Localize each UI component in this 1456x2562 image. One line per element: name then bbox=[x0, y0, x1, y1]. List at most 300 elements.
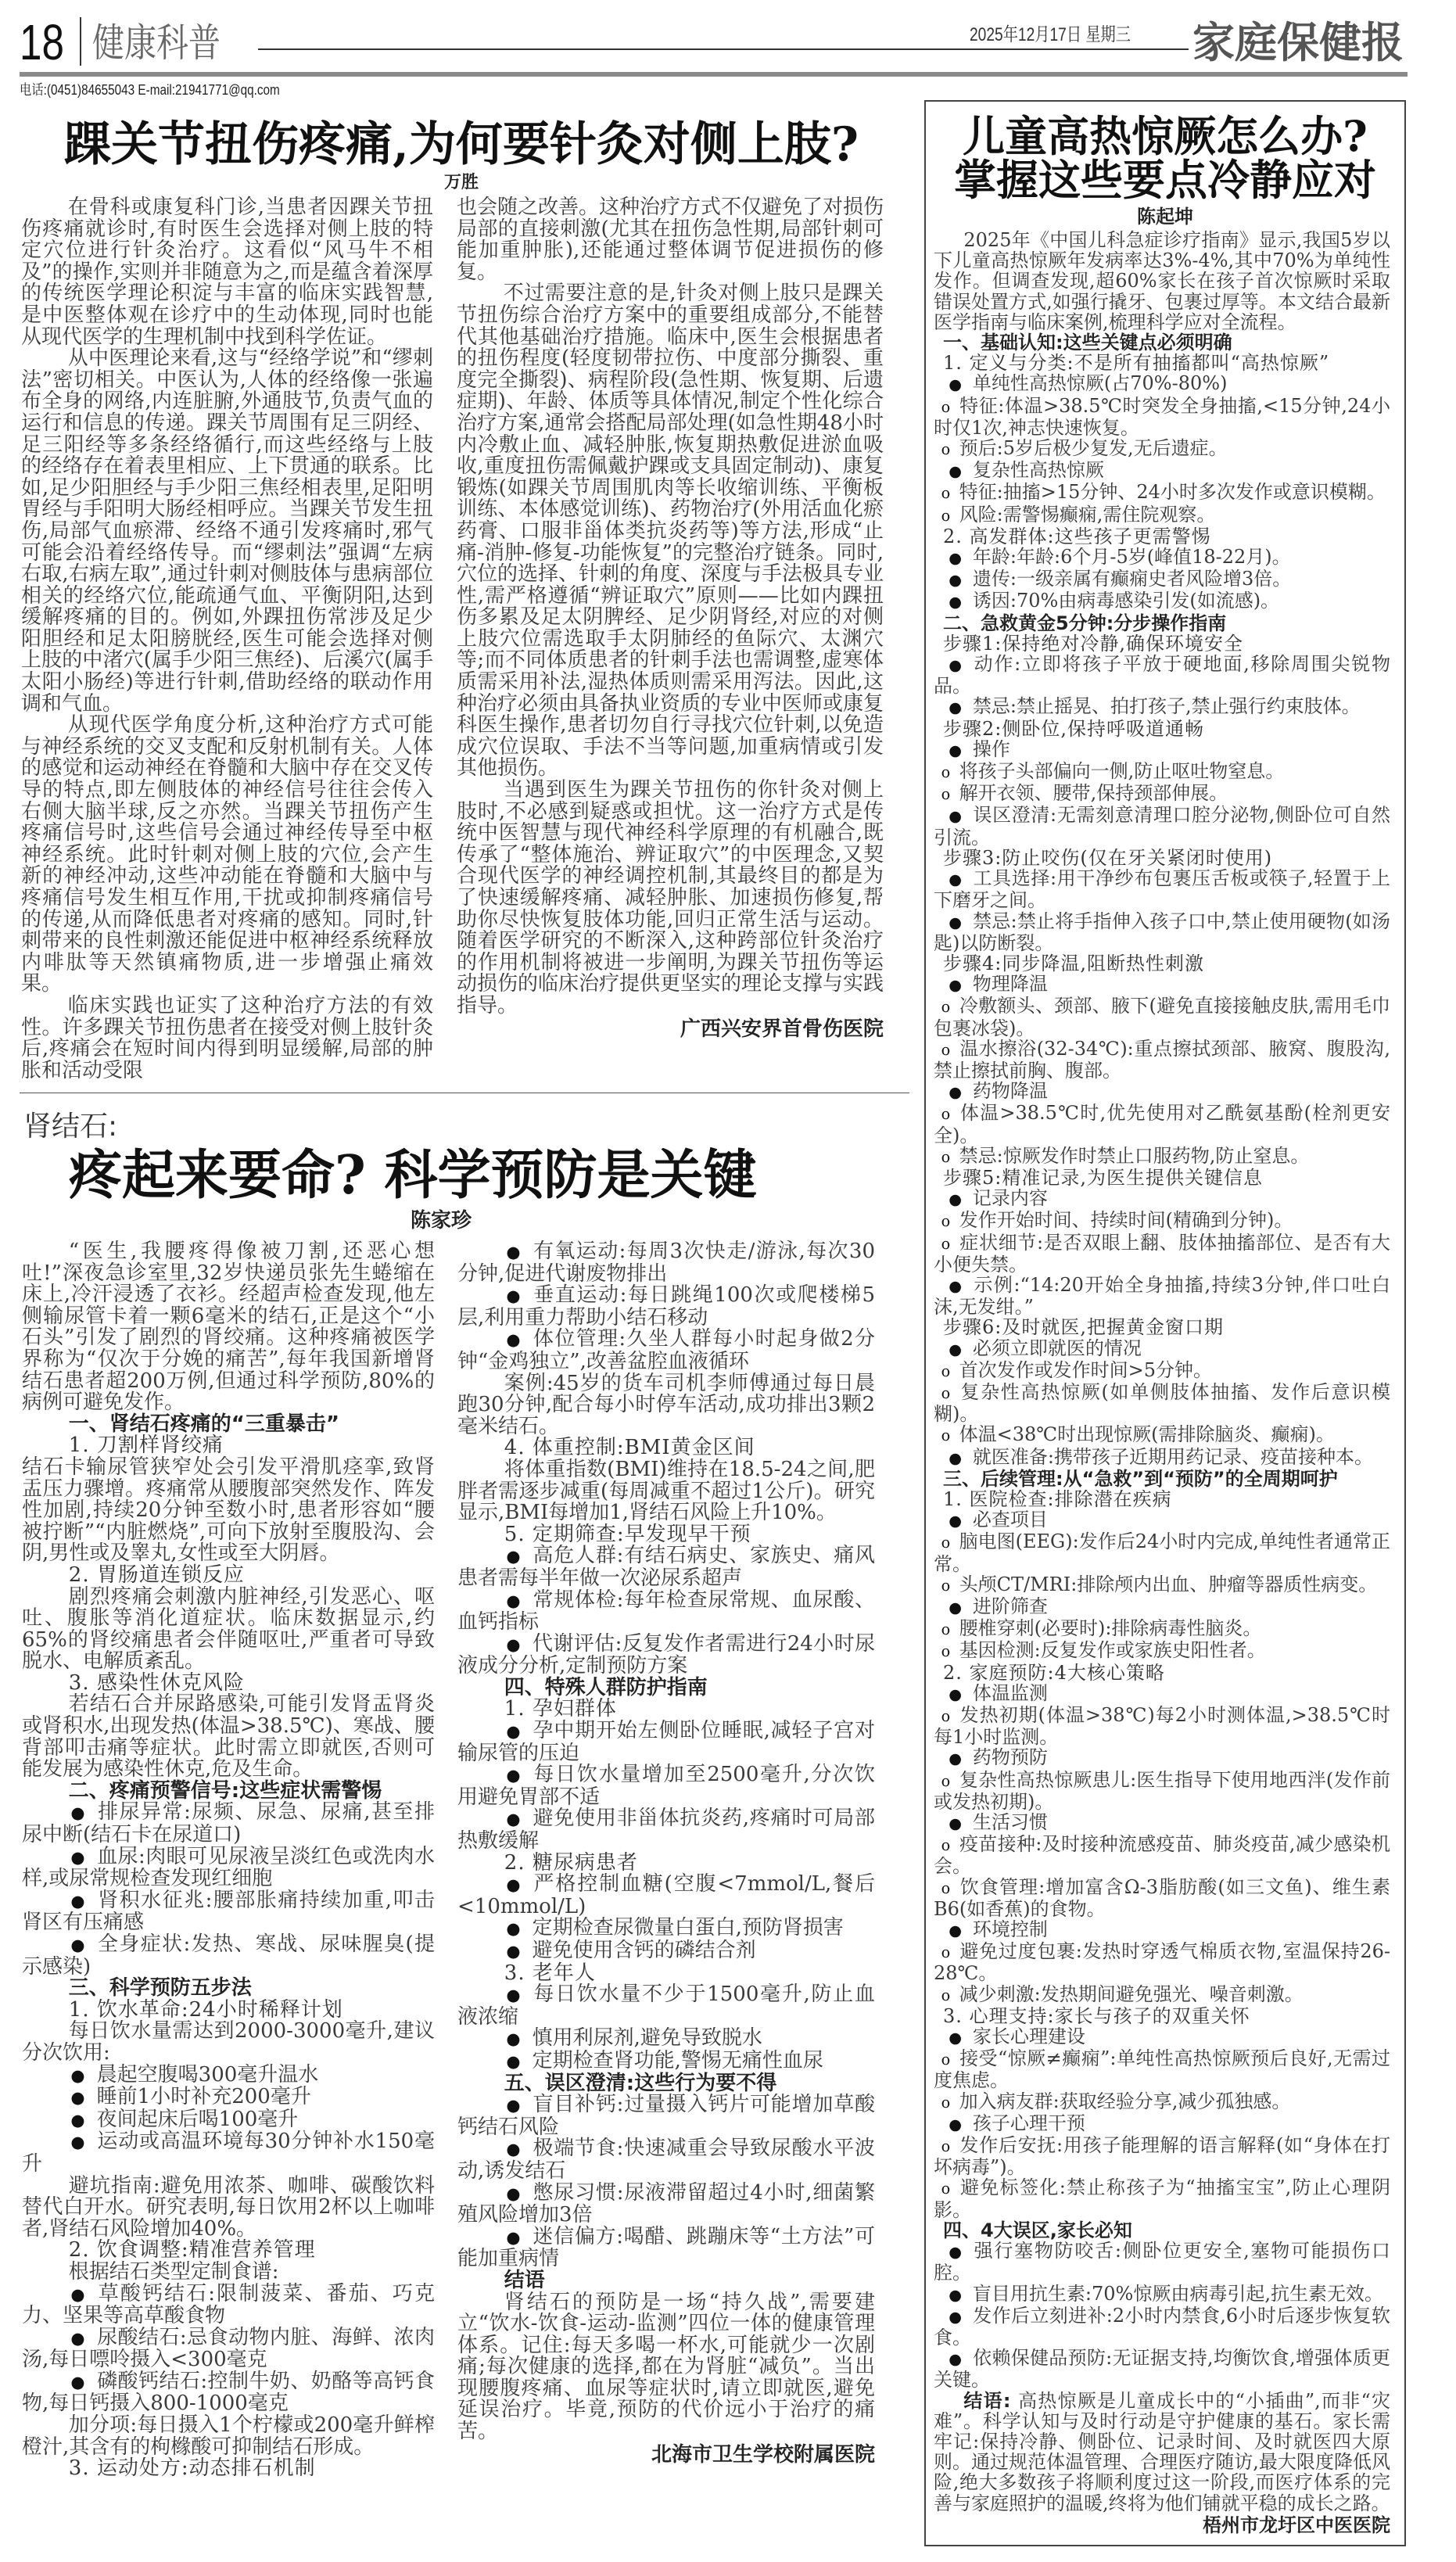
article-ankle-column-1 bbox=[21, 197, 433, 1082]
block-text: 严格控制血糖(空腹<7mmol/L,餐后<10mmol/L) bbox=[457, 1872, 875, 1918]
block-text: 诱因:70%由病毒感染引发(如流感)。 bbox=[972, 590, 1280, 612]
circle-bullet-icon: o bbox=[941, 1943, 951, 1962]
bullet-item bbox=[934, 805, 1390, 847]
subheading bbox=[934, 353, 1390, 373]
bullet-item bbox=[934, 569, 1390, 590]
block-text: 步骤3:防止咬伤(仅在牙关紧闭时使用) bbox=[943, 846, 1273, 869]
step-heading bbox=[934, 1168, 1390, 1188]
circle-bullet-icon: o bbox=[941, 2180, 951, 2198]
block-text: 肾结石的预防是一场“持久战”,需要建立“饮水-饮食-运动-监测”四位一体的健康管理体系。记住:每天多喝一杯水,可能就少一次剧痛;每次健康的选择,都在为肾脏“减负”。当出现腰腹疼痛、血尿等症状时,请立即就医,避免延误治疗。毕竟,预防的代价远小于治疗的痛苦。 bbox=[457, 2290, 875, 2444]
block-text: 环境控制 bbox=[972, 1918, 1048, 1941]
bullet-icon: ● bbox=[506, 2096, 521, 2115]
block-text: 睡前1小时补充200毫升 bbox=[96, 2085, 311, 2109]
block-text: 禁忌:禁止将手指伸入孩子口中,禁止使用硬物(如汤匙)以防断裂。 bbox=[934, 910, 1390, 954]
block-text: 必查项目 bbox=[972, 1509, 1048, 1531]
bullet-icon: ● bbox=[949, 807, 962, 826]
sub-bullet-item bbox=[934, 1360, 1390, 1382]
block-text: 憋尿习惯:尿液滞留超过4小时,细菌繁殖风险增加3倍 bbox=[457, 2180, 875, 2227]
block-text: 若结石合并尿路感染,可能引发肾盂肾炎或肾积水,出现发热(体温>38.5℃)、寒战、腰背部叩击痛等症状。此时需立即就医,否则可能发展为感染性休克,危及生命。 bbox=[22, 1692, 435, 1782]
block-text: 单纯性高热惊厥(占70%-80%) bbox=[972, 372, 1228, 395]
circle-bullet-icon: o bbox=[941, 484, 951, 503]
section-heading bbox=[934, 1469, 1390, 1489]
block-text: 预后:5岁后极少复发,无后遗症。 bbox=[959, 437, 1228, 460]
block-text: 广西兴安界首骨伤医院 bbox=[680, 1017, 884, 1041]
circle-bullet-icon: o bbox=[941, 785, 951, 804]
block-text: 腰椎穿刺(必要时):排除病毒性脑炎。 bbox=[959, 1617, 1262, 1640]
block-text: 3. 运动处方:动态排石机制 bbox=[68, 2456, 316, 2481]
bullet-item bbox=[934, 739, 1390, 761]
block-text: 高热惊厥是儿童成长中的“小插曲”,而非“灾难”。科学认知与及时行动是守护健康的基石。家长需牢记:保持冷静、侧卧位、记录时间、及时就医四大原则。通过规范体温管理、合理医疗随访,最大限度降低风险,绝大多数孩子将顺利度过这一阶段,而医疗体系的完善与家庭照护的温暖,终将为他们铺就平稳的成长之路。 bbox=[934, 2389, 1391, 2514]
section-heading bbox=[22, 1778, 435, 1803]
article-kidney-author: 陈家珍 bbox=[411, 1209, 472, 1233]
step-heading bbox=[934, 848, 1390, 868]
block-text: 体位管理:久坐人群每小时起身做2分钟“金鸡独立”,改善盆腔血液循环 bbox=[457, 1327, 875, 1373]
bullet-item bbox=[457, 1545, 875, 1589]
block-text: 二、疼痛预警信号:这些症状需警惕 bbox=[68, 1778, 382, 1803]
bullet-item bbox=[457, 1721, 875, 1764]
block-text: 复杂性高热惊厥(如单侧肢体抽搐、发作后意识模糊)。 bbox=[934, 1380, 1390, 1426]
article-ankle-column-2 bbox=[457, 197, 884, 1040]
paragraph-continued bbox=[457, 197, 884, 283]
sub-bullet-item bbox=[934, 1039, 1390, 1081]
circle-bullet-icon: o bbox=[941, 440, 951, 459]
bullet-icon: ● bbox=[70, 2065, 85, 2085]
block-text: 操作 bbox=[972, 737, 1010, 760]
block-text: 步骤5:精准记录,为医生提供关键信息 bbox=[943, 1166, 1263, 1189]
bullet-item bbox=[934, 590, 1390, 612]
bullet-item bbox=[22, 2131, 435, 2175]
bullet-icon: ● bbox=[949, 1685, 962, 1703]
article-kidney-column-2 bbox=[457, 1241, 875, 2466]
block-text: 梧州市龙圩区中医医院 bbox=[1203, 2514, 1390, 2536]
bullet-icon: ● bbox=[70, 2110, 85, 2130]
block-text: 基因检测:反复发作或家族史阳性者。 bbox=[959, 1639, 1266, 1662]
bullet-item bbox=[22, 2327, 435, 2371]
bullet-icon: ● bbox=[949, 1448, 962, 1467]
sub-bullet-item bbox=[934, 1424, 1390, 1446]
bullet-item bbox=[934, 2305, 1390, 2348]
bullet-item bbox=[457, 2180, 875, 2227]
bullet-item bbox=[22, 1934, 435, 1978]
paragraph bbox=[21, 715, 433, 996]
section-heading bbox=[934, 613, 1390, 633]
bullet-item bbox=[934, 2113, 1390, 2135]
block-text: 必须立即就医的情况 bbox=[972, 1337, 1142, 1359]
bullet-item bbox=[934, 460, 1390, 482]
article-ankle-title: 踝关节扭伤疼痛,为何要针灸对侧上肢? bbox=[63, 117, 859, 172]
article-ankle-author: 万胜 bbox=[443, 173, 479, 192]
bullet-icon: ● bbox=[70, 2328, 85, 2348]
block-text: 首次发作或发作时间>5分钟。 bbox=[959, 1358, 1213, 1381]
block-text: 步骤1:保持绝对冷静,确保环境安全 bbox=[943, 632, 1243, 655]
block-text: 不过需要注意的是,针灸对侧上肢只是踝关节扭伤综合治疗方案中的重要组成部分,不能替代其他基础治疗措施。临床中,医生会根据患者的扭伤程度(轻度韧带拉伤、中度部分撕裂、重度完全撕裂)、病程阶段(急性期、恢复期、后遗症期)、年龄、体质等具体情况,制定个性化综合治疗方案,通常会搭配局部处理(如急性期48小时内冷敷止血、减轻肿胀,恢复期热敷促进淤血吸收,重度扭伤需佩戴护踝或支具固定制动)、康复锻炼(如踝关节周围肌肉等长收缩训练、平衡板训练、本体感觉训练)、药物治疗(外用活血化瘀药膏、口服非甾体类抗炎药等)等方法,形成“止痛-消肿-修复-功能恢复”的完整治疗链条。同时,穴位的选择、针刺的角度、深度与手法极具专业性,需严格遵循“辨证取穴”原则——比如内踝扭伤多累及足太阴脾经、足少阴肾经,对应的对侧上肢穴位需选取手太阴肺经的鱼际穴、太渊穴等;而不同体质患者的针刺手法也需调整,虚寒体质需采用补法,湿热体质则需采用泻法。因此,这种治疗必须由具备执业资质的专业中医师或康复科医生操作,患者切勿自行寻找穴位针刺,以免造成穴位误取、手法不当等问题,加重病情或引发其他损伤。 bbox=[457, 282, 884, 780]
block-text: 头颅CT/MRI:排除颅内出血、肿瘤等器质性病变。 bbox=[959, 1573, 1378, 1595]
bullet-icon: ● bbox=[506, 2051, 521, 2071]
sub-bullet-item bbox=[934, 1618, 1390, 1640]
source-attribution bbox=[934, 2515, 1390, 2535]
source-attribution bbox=[457, 1019, 884, 1041]
block-text: 避坑指南:避免用浓茶、咖啡、碳酸饮料替代白开水。研究表明,每日饮用2杯以上咖啡者,肾结石风险增加40%。 bbox=[22, 2173, 435, 2241]
block-text: 冷敷额头、颈部、腋下(避免直接接触皮肤,需用毛巾包裹冰袋)。 bbox=[934, 995, 1390, 1039]
sub-bullet-item bbox=[934, 761, 1390, 783]
source-attribution bbox=[457, 2442, 875, 2467]
bullet-icon: ● bbox=[949, 1749, 962, 1768]
bullet-icon: ● bbox=[506, 1634, 521, 1654]
block-text: 避免标签化:禁止称孩子为“抽搐宝宝”,防止心理阴影。 bbox=[934, 2176, 1390, 2221]
bullet-item bbox=[934, 1338, 1390, 1360]
bullet-item bbox=[457, 1631, 875, 1678]
section-heading bbox=[934, 332, 1390, 353]
block-text: 盲目用抗生素:70%惊厥由病毒引起,抗生素无效。 bbox=[972, 2282, 1383, 2305]
section-heading bbox=[22, 1414, 435, 1436]
circle-bullet-icon: o bbox=[941, 1534, 951, 1552]
sub-bullet-item bbox=[934, 2048, 1390, 2090]
sub-bullet-item bbox=[934, 1146, 1390, 1168]
article-kidney-column-1 bbox=[22, 1241, 435, 2480]
subheading bbox=[934, 2006, 1390, 2026]
circle-bullet-icon: o bbox=[941, 1986, 951, 2004]
bullet-icon: ● bbox=[506, 1547, 521, 1566]
sub-bullet-item bbox=[934, 1877, 1390, 1919]
bullet-item bbox=[934, 2026, 1390, 2048]
bullet-item bbox=[457, 2028, 875, 2051]
bullet-item bbox=[22, 2062, 435, 2087]
block-text: 四、特殊人群防护指南 bbox=[504, 1675, 708, 1699]
block-text: 高危人群:有结石病史、家族史、痛风患者需每半年做一次泌尿系超声 bbox=[457, 1544, 875, 1590]
bullet-item bbox=[934, 1683, 1390, 1705]
block-text: 步骤2:侧卧位,保持呼吸道通畅 bbox=[943, 717, 1204, 740]
block-text: 每日饮水量需达到2000-3000毫升,建议分次饮用: bbox=[22, 2019, 435, 2065]
bullet-item bbox=[934, 1447, 1390, 1469]
article-kidney-kicker: 肾结石: bbox=[23, 1111, 118, 1143]
block-text: 定期检查尿微量白蛋白,预防肾损害 bbox=[532, 1916, 844, 1940]
contact-info: 电话:(0451)84655043 E-mail:21941771@qq.com bbox=[20, 82, 280, 98]
bullet-icon: ● bbox=[506, 2227, 521, 2247]
bullet-item bbox=[934, 1509, 1390, 1531]
block-text: 步骤6:及时就医,把握黄金窗口期 bbox=[943, 1316, 1224, 1339]
block-text: 结石卡输尿管狭窄处会引发平滑肌痉挛,致肾盂压力骤增。疼痛常从腰腹部突然发作、阵发性加剧,持续20分钟至数小时,患者形容如“腰被拧断”“内脏燃烧”,可向下放射至腹股沟、会阴,男性或及睾丸,女性或至大阴唇。 bbox=[22, 1455, 435, 1566]
bullet-item bbox=[934, 868, 1390, 910]
block-text: 盲目补钙:过量摄入钙片可能增加草酸钙结石风险 bbox=[457, 2093, 875, 2139]
block-text: 运动或高温环境每30分钟补水150毫升 bbox=[22, 2130, 435, 2176]
circle-bullet-icon: o bbox=[941, 763, 951, 782]
bullet-icon: ● bbox=[949, 2307, 962, 2326]
block-text: 案例:45岁的货车司机李师傅通过每日晨跑30分钟,配合每小时停车活动,成功排出3颗2毫米结石。 bbox=[457, 1371, 875, 1438]
block-text: 进阶筛查 bbox=[972, 1595, 1048, 1617]
bullet-icon: ● bbox=[506, 1810, 521, 1829]
paragraph bbox=[21, 993, 433, 1082]
block-text: 每日饮水量不少于1500毫升,防止血液浓缩 bbox=[457, 1982, 875, 2029]
block-text: 脑电图(EEG):发作后24小时内完成,单纯性者通常正常。 bbox=[934, 1530, 1390, 1575]
bullet-item bbox=[934, 1596, 1390, 1618]
block-text: 2. 胃肠道连锁反应 bbox=[68, 1563, 245, 1587]
block-text: 在骨科或康复科门诊,当患者因踝关节扭伤疼痛就诊时,有时医生会选择对侧上肢的特定穴位进行针灸治疗。这看似“风马牛不相及”的操作,实则并非随意为之,而是蕴含着深厚的传统医学理论积淀与丰富的临床实践智慧,是中医整体观在诊疗中的生动体现,同时也能从现代医学的生理机制中找到科学佐证。 bbox=[21, 196, 433, 349]
bullet-icon: ● bbox=[70, 1936, 85, 1954]
bullet-icon: ● bbox=[506, 1722, 521, 1742]
block-text: 1. 饮水革命:24小时稀释计划 bbox=[68, 1997, 343, 2022]
circle-bullet-icon: o bbox=[941, 1878, 951, 1897]
bullet-item bbox=[457, 2048, 875, 2073]
block-text: 避免过度包裹:发热时穿透气棉质衣物,室温保持26-28℃。 bbox=[934, 1940, 1390, 1985]
block-text: 生活习惯 bbox=[972, 1811, 1048, 1834]
circle-bullet-icon: o bbox=[941, 1383, 951, 1402]
block-text: 体温<38℃时出现惊厥(需排除脑炎、癫痫)。 bbox=[959, 1423, 1335, 1446]
paragraph bbox=[21, 197, 433, 348]
sub-bullet-item bbox=[934, 996, 1390, 1038]
paragraph bbox=[457, 2292, 875, 2443]
block-text: 3. 心理支持:家长与孩子的双重关怀 bbox=[943, 2004, 1250, 2027]
block-text: 全身症状:发热、寒战、尿味腥臭(提示感染) bbox=[22, 1932, 435, 1979]
bullet-icon: ● bbox=[949, 549, 962, 568]
block-text: 药物降温 bbox=[972, 1080, 1048, 1103]
bullet-icon: ● bbox=[70, 1847, 85, 1867]
block-text: 特征:抽搐>15分钟、24小时多次发作或意识模糊。 bbox=[959, 481, 1386, 504]
block-text: 4. 体重控制:BMI黄金区间 bbox=[504, 1436, 755, 1460]
block-text: 症状细节:是否双眼上翻、肢体抽搐部位、是否有大小便失禁。 bbox=[934, 1231, 1390, 1276]
sub-bullet-item bbox=[934, 482, 1390, 504]
block-text: 三、科学预防五步法 bbox=[68, 1976, 252, 2000]
block-text: 体温监测 bbox=[972, 1681, 1048, 1704]
bullet-icon: ● bbox=[949, 1190, 962, 1209]
bullet-item bbox=[457, 1590, 875, 1634]
bullet-icon: ● bbox=[949, 1512, 962, 1530]
subheading bbox=[22, 1435, 435, 1457]
circle-bullet-icon: o bbox=[941, 1147, 951, 1166]
step-heading bbox=[934, 953, 1390, 974]
sub-bullet-item bbox=[934, 504, 1390, 526]
block-text: 5. 定期筛查:早发现早干预 bbox=[504, 1522, 751, 1546]
block-text: 一、基础认知:这些关键点必须明确 bbox=[943, 332, 1232, 354]
sub-bullet-item bbox=[934, 396, 1390, 438]
block-text: 禁忌:禁止摇晃、拍打孩子,禁止强行约束肢体。 bbox=[972, 695, 1361, 718]
block-text: 2. 饮食调整:精准营养管理 bbox=[68, 2238, 316, 2262]
block-text: 减少刺激:发热期间避免强光、噪音刺激。 bbox=[959, 1982, 1304, 2005]
block-text: 遗传:一级亲属有癫痫史者风险增3倍。 bbox=[972, 568, 1292, 590]
bullet-icon: ● bbox=[949, 571, 962, 590]
block-text: 疫苗接种:及时接种流感疫苗、肺炎疫苗,减少感染机会。 bbox=[934, 1833, 1390, 1878]
subheading bbox=[22, 1997, 435, 2022]
block-text: 示例:“14:20开始全身抽搐,持续3分钟,伴口吐白沫,无发绀。” bbox=[934, 1273, 1390, 1319]
bullet-icon: ● bbox=[506, 2183, 521, 2203]
paragraph bbox=[934, 230, 1390, 332]
paragraph bbox=[21, 348, 433, 715]
circle-bullet-icon: o bbox=[941, 1620, 951, 1639]
bullet-item bbox=[934, 654, 1390, 696]
sub-bullet-item bbox=[934, 1531, 1390, 1573]
block-text: 1. 孕妇群体 bbox=[504, 1697, 617, 1721]
header-bar bbox=[20, 72, 1408, 77]
block-text: 根据结石类型定制食谱: bbox=[68, 2259, 279, 2284]
sub-bullet-item bbox=[934, 1941, 1390, 1983]
bullet-item bbox=[934, 911, 1390, 953]
block-text: 复杂性高热惊厥 bbox=[972, 459, 1104, 482]
circle-bullet-icon: o bbox=[941, 1836, 951, 1855]
subheading bbox=[457, 1437, 875, 1459]
block-text: 工具选择:用干净纱布包裹压舌板或筷子,轻置于上下磨牙之间。 bbox=[934, 867, 1390, 912]
block-text: 2. 家庭预防:4大核心策略 bbox=[943, 1661, 1165, 1684]
bullet-icon: ● bbox=[949, 1922, 962, 1940]
bullet-icon: ● bbox=[70, 1803, 85, 1823]
block-text: 强行塞物防咬舌:侧卧位更安全,塞物可能损伤口腔。 bbox=[934, 2240, 1390, 2284]
bullet-icon: ● bbox=[949, 1276, 962, 1295]
bullet-icon: ● bbox=[506, 1875, 521, 1895]
bullet-icon: ● bbox=[506, 1330, 521, 1350]
bullet-icon: ● bbox=[506, 1286, 521, 1306]
block-text: 3. 老年人 bbox=[504, 1961, 596, 1985]
bullet-icon: ● bbox=[70, 2372, 85, 2392]
block-text: 误区澄清:无需刻意清理口腔分泌物,侧卧位可自然引流。 bbox=[934, 804, 1390, 849]
bullet-icon: ● bbox=[949, 2029, 962, 2047]
bullet-item bbox=[934, 2284, 1390, 2305]
block-text: 特征:体温>38.5℃时突发全身抽搐,<15分钟,24小时仅1次,神志快速恢复。 bbox=[934, 394, 1390, 439]
paragraph bbox=[457, 1459, 875, 1524]
bullet-item bbox=[22, 2281, 435, 2328]
bullet-item bbox=[457, 1918, 875, 1940]
bullet-item bbox=[934, 1812, 1390, 1834]
step-heading bbox=[934, 633, 1390, 654]
block-text: 从中医理论来看,这与“经络学说”和“缪刺法”密切相关。中医认为,人体的经络像一张遍布全身的网络,内连脏腑,外通肢节,负责气血的运行和信息的传递。踝关节周围有足三阴经、足三阳经等多条经络循行,而这些经络与上肢的经络存在着表里相应、上下贯通的联系。比如,足少阳胆经与手少阳三焦经相表里,足阳明胃经与手阳明大肠经相呼应。当踝关节发生扭伤,局部气血瘀滞、经络不通引发疼痛时,邪气可能会沿着经络传导。而“缪刺法”强调“左病右取,右病左取”,通过针刺对侧肢体与患病部位相关的经络穴位,能疏通气血、平衡阴阳,达到缓解疼痛的目的。例如,外踝扭伤常涉及足少阳胆经和足太阳膀胱经,医生可能会选择对侧上肢的中渚穴(属手少阳三焦经)、后溪穴(属手太阳小肠经)等进行针刺,借助经络的联动作用调和气血。 bbox=[21, 346, 433, 716]
block-text: 二、急救黄金5分钟:分步操作指南 bbox=[943, 612, 1227, 634]
block-text: 垂直运动:每日跳绳100次或爬楼梯5层,利用重力帮助小结石移动 bbox=[457, 1283, 875, 1329]
subheading bbox=[457, 1699, 875, 1721]
bullet-item bbox=[457, 1984, 875, 2028]
block-text: 体温>38.5℃时,优先使用对乙酰氨基酚(栓剂更安全)。 bbox=[934, 1102, 1390, 1146]
circle-bullet-icon: o bbox=[941, 2051, 951, 2069]
bullet-icon: ● bbox=[949, 462, 962, 481]
block-text: 临床实践也证实了这种治疗方法的有效性。许多踝关节扭伤患者在接受对侧上肢针灸后,疼痛会在短时间内得到明显缓解,局部的肿胀和活动受限 bbox=[21, 993, 433, 1082]
block-text: 记录内容 bbox=[972, 1187, 1048, 1210]
subheading bbox=[457, 1524, 875, 1546]
bullet-icon: ● bbox=[949, 593, 962, 612]
subheading bbox=[22, 1565, 435, 1587]
article-kidney-title: 疼起来要命? 科学预防是关键 bbox=[69, 1144, 757, 1207]
sub-bullet-item bbox=[934, 1705, 1390, 1747]
block-text: 避免使用含钙的磷结合剂 bbox=[532, 1939, 756, 1962]
article-fever-title bbox=[924, 111, 1406, 205]
bullet-icon: ● bbox=[506, 1243, 521, 1261]
section-heading bbox=[22, 1978, 435, 2000]
bullet-icon: ● bbox=[506, 1766, 521, 1785]
circle-bullet-icon: o bbox=[941, 2137, 951, 2156]
bullet-item bbox=[457, 1285, 875, 1329]
circle-bullet-icon: o bbox=[941, 1105, 951, 1124]
block-text: 物理降温 bbox=[972, 973, 1048, 996]
block-text: 饮食管理:增加富含Ω-3脂肪酸(如三文鱼)、维生素B6(如香蕉)的食物。 bbox=[934, 1875, 1390, 1920]
block-text: 依赖保健品预防:无证据支持,均衡饮食,增强体质更关键。 bbox=[934, 2347, 1390, 2392]
bullet-item bbox=[934, 1747, 1390, 1769]
block-text: 避免使用非甾体抗炎药,疼痛时可局部热敷缓解 bbox=[457, 1807, 875, 1853]
block-text: 解开衣领、腰带,保持颈部伸展。 bbox=[959, 782, 1228, 805]
bullet-icon: ● bbox=[949, 913, 962, 931]
paragraph bbox=[22, 2173, 435, 2241]
bullet-icon: ● bbox=[506, 2029, 521, 2049]
paragraph bbox=[22, 2415, 435, 2458]
block-text: 肾积水征兆:腰部胀痛持续加重,叩击肾区有压痛感 bbox=[22, 1888, 435, 1935]
bullet-item bbox=[934, 547, 1390, 569]
block-text: 2. 高发群体:这些孩子更需警惕 bbox=[943, 525, 1211, 547]
bullet-icon: ● bbox=[70, 2088, 85, 2108]
circle-bullet-icon: o bbox=[941, 1771, 951, 1790]
section-heading bbox=[457, 2073, 875, 2095]
step-heading bbox=[934, 719, 1390, 739]
sub-bullet-item bbox=[934, 1382, 1390, 1424]
block-text: 剧烈疼痛会刺激内脏神经,引发恶心、呕吐、腹胀等消化道症状。临床数据显示,约65%的肾绞痛患者会伴随呕吐,严重者可导致脱水、电解质紊乱。 bbox=[22, 1584, 435, 1674]
article-fever-title-line-2: 掌握这些要点冷静应对 bbox=[954, 155, 1376, 205]
block-text: 慎用利尿剂,避免导致脱水 bbox=[532, 2026, 762, 2051]
block-text: 也会随之改善。这种治疗方式不仅避免了对损伤局部的直接刺激(尤其在扭伤急性期,局部针刺可能加重肿胀),还能通过整体调节促进损伤的修复。 bbox=[457, 196, 884, 284]
bullet-icon: ● bbox=[506, 1942, 521, 1961]
circle-bullet-icon: o bbox=[941, 1040, 951, 1059]
paragraph bbox=[457, 780, 884, 1017]
sub-bullet-item bbox=[934, 1210, 1390, 1232]
bullet-icon: ● bbox=[949, 1083, 962, 1102]
subheading bbox=[22, 1670, 435, 1695]
bullet-icon: ● bbox=[949, 2285, 962, 2304]
paragraph bbox=[22, 2021, 435, 2064]
section-heading bbox=[934, 2220, 1390, 2241]
block-text: 三、后续管理:从“急救”到“预防”的全周期呵护 bbox=[943, 1467, 1338, 1490]
block-text: 孩子心理干预 bbox=[972, 2112, 1085, 2134]
block-text: 定期检查肾功能,警惕无痛性血尿 bbox=[532, 2048, 823, 2072]
bullet-item bbox=[934, 1275, 1390, 1317]
sub-bullet-item bbox=[934, 783, 1390, 805]
bullet-item bbox=[457, 1874, 875, 1918]
block-text: 一、肾结石疼痛的“三重暴击” bbox=[68, 1412, 339, 1436]
bullet-icon: ● bbox=[506, 1591, 521, 1610]
bullet-icon: ● bbox=[949, 698, 962, 717]
sub-bullet-item bbox=[934, 1103, 1390, 1145]
block-text: 将体重指数(BMI)维持在18.5-24之间,肥胖者需逐步减重(每周减重不超过1公斤)。研究显示,BMI每增加1,肾结石风险上升10%。 bbox=[457, 1457, 875, 1525]
block-text: 1. 定义与分类:不是所有抽搐都叫“高热惊厥” bbox=[943, 352, 1330, 375]
block-text: 极端节食:快速减重会导致尿酸水平波动,诱发结石 bbox=[457, 2137, 875, 2183]
block-text: 北海市卫生学校附属医院 bbox=[651, 2442, 875, 2467]
bullet-icon: ● bbox=[949, 375, 962, 394]
bullet-item bbox=[934, 2241, 1390, 2283]
block-text: 就医准备:携带孩子近期用药记录、疫苗接种本。 bbox=[972, 1445, 1373, 1468]
block-text: 动作:立即将孩子平放于硬地面,移除周围尖锐物品。 bbox=[934, 653, 1390, 698]
bullet-icon: ● bbox=[949, 2115, 962, 2133]
bullet-icon: ● bbox=[70, 2133, 85, 2152]
sub-bullet-item bbox=[934, 2177, 1390, 2219]
block-text: 草酸钙结石:限制菠菜、番茄、巧克力、坚果等高草酸食物 bbox=[22, 2281, 435, 2328]
section-heading bbox=[457, 1675, 875, 1699]
circle-bullet-icon: o bbox=[941, 998, 951, 1017]
newspaper-name: 家庭保健报 bbox=[1192, 18, 1404, 67]
block-text: 迷信偏方:喝醋、跳蹦床等“土方法”可能加重病情 bbox=[457, 2224, 875, 2271]
block-text: 家长心理建设 bbox=[972, 2026, 1085, 2048]
block-text: 孕中期开始左侧卧位睡眠,减轻子宫对输尿管的压迫 bbox=[457, 1719, 875, 1765]
block-text: 当遇到医生为踝关节扭伤的你针灸对侧上肢时,不必感到疑惑或担忧。这一治疗方式是传统中医智慧与现代神经科学原理的有机融合,既传承了“整体施治、辨证取穴”的中医理念,又契合现代医学的神经调控机制,其最终目的都是为了快速缓解疼痛、减轻肿胀、加速损伤修复,帮助你尽快恢复肢体功能,回归正常生活与运动。随着医学研究的不断深入,这种跨部位针灸治疗的作用机制将被进一步阐明,为踝关节扭伤等运动损伤的临床治疗提供更坚实的理论支撑与实践指导。 bbox=[457, 778, 884, 1017]
block-text: 常规体检:每年检查尿常规、血尿酸、血钙指标 bbox=[457, 1588, 875, 1634]
circle-bullet-icon: o bbox=[941, 506, 951, 525]
block-text: 排尿异常:尿频、尿急、尿痛,甚至排尿中断(结石卡在尿道口) bbox=[22, 1800, 435, 1847]
subheading bbox=[22, 2458, 435, 2480]
sub-bullet-item bbox=[934, 1233, 1390, 1275]
paragraph bbox=[22, 1584, 435, 1674]
paragraph bbox=[457, 283, 884, 780]
block-text: 2025年《中国儿科急症诊疗指南》显示,我国5岁以下儿童高热惊厥年发病率达3%-4%,其中70%为单纯性发作。但调查发现,超60%家长在孩子首次惊厥时采取错误处置方式,如强行撬牙、包裹过厚等。本文结合最新医学指南与临床案例,梳理科学应对全流程。 bbox=[934, 229, 1390, 333]
block-text: 发作后安抚:用孩子能理解的语言解释(如“身体在打坏病毒”)。 bbox=[934, 2134, 1390, 2179]
page-number-divider bbox=[80, 17, 81, 66]
block-text: 复杂性高热惊厥患儿:医生指导下使用地西泮(发作前或发热初期)。 bbox=[934, 1768, 1390, 1813]
sub-bullet-item bbox=[934, 1984, 1390, 2006]
block-text: 有氧运动:每周3次快走/游泳,每次30分钟,促进代谢废物排出 bbox=[457, 1240, 875, 1286]
section-title: 健康科普 bbox=[92, 20, 221, 66]
bullet-item bbox=[22, 2371, 435, 2415]
bullet-item bbox=[22, 1802, 435, 1846]
bullet-icon: ● bbox=[70, 1891, 85, 1911]
article-fever-title-line-1: 儿童高热惊厥怎么办? bbox=[963, 111, 1368, 161]
